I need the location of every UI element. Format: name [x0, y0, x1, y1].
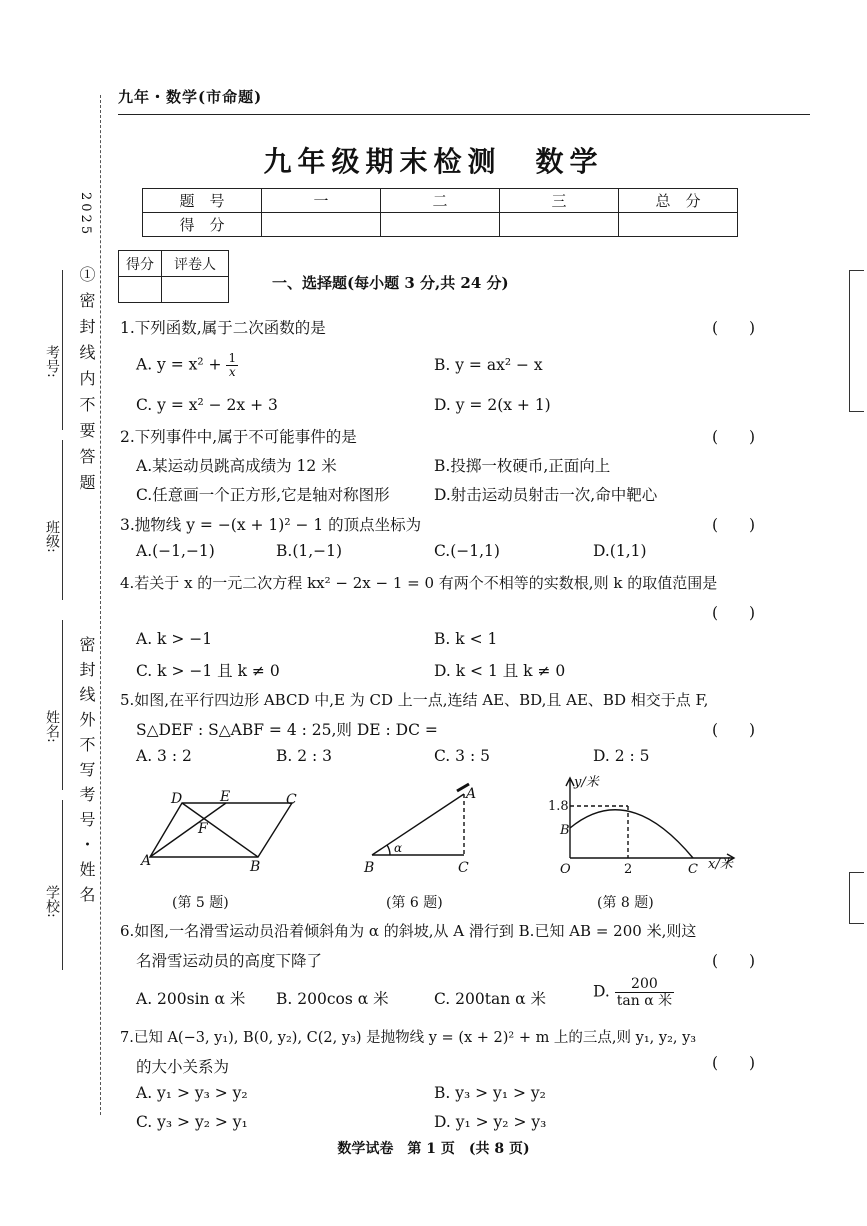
q5-option-b[interactable]: B. 2 : 3 [276, 747, 333, 765]
fig8-tick-1-8: 1.8 [548, 799, 569, 814]
answer-paren-1[interactable]: ( ) [712, 319, 756, 337]
fig5-label-d: D [171, 791, 183, 807]
answer-paren-7[interactable]: ( ) [712, 1054, 756, 1072]
answer-paren-4[interactable]: ( ) [712, 604, 756, 622]
fig5-label-e: E [220, 789, 231, 805]
fig5-label-f: F [198, 821, 208, 837]
score-row-label: 得 分 [143, 213, 262, 237]
question-5-stem-line2: S△DEF : S△ABF = 4 : 25,则 DE : DC = [136, 721, 438, 739]
seal-notice-outer: 密封线外不写考号・姓名 [77, 636, 96, 911]
score-header-cell: 一 [262, 189, 381, 213]
grader-score-label: 得分 [119, 251, 162, 277]
binding-dashed-line [100, 95, 101, 1115]
fig8-y-axis-label: y/米 [574, 775, 599, 790]
fig6-label-alpha: α [394, 841, 403, 855]
q6-option-d[interactable] [593, 976, 674, 1009]
q4-option-c[interactable]: C. k > −1 且 k ≠ 0 [136, 662, 280, 680]
score-header-cell: 二 [381, 189, 500, 213]
question-1-stem: 1.下列函数,属于二次函数的是 [120, 319, 326, 337]
q5-option-d[interactable]: D. 2 : 5 [593, 747, 650, 765]
q2-option-d[interactable]: D.射击运动员射击一次,命中靶心 [434, 486, 658, 504]
figure-6-caption: (第 6 题) [386, 895, 443, 911]
fraction-numerator: 1 [228, 351, 237, 365]
q2-option-a[interactable]: A.某运动员跳高成绩为 12 米 [136, 457, 337, 475]
q6-option-a[interactable]: A. 200sin α 米 [136, 990, 246, 1008]
fig5-label-a: A [141, 853, 152, 869]
q4-option-b[interactable]: B. k < 1 [434, 630, 498, 648]
fig5-label-b: B [250, 859, 261, 875]
side-year: 2025 [78, 192, 93, 238]
question-4-stem: 4.若关于 x 的一元二次方程 kx² − 2x − 1 = 0 有两个不相等的实数根,则 k 的取值范围是 [120, 574, 718, 592]
q1-option-a[interactable] [136, 352, 238, 379]
fig8-label-b: B [560, 823, 570, 838]
q3-option-d[interactable]: D.(1,1) [593, 542, 647, 560]
fig8-tick-2: 2 [624, 862, 633, 877]
score-input-cell[interactable] [500, 213, 619, 237]
q7-option-b[interactable]: B. y₃ > y₁ > y₂ [434, 1084, 546, 1102]
fig6-label-b: B [364, 860, 375, 876]
page-footer: 数学试卷 第 1 页 (共 8 页) [337, 1141, 530, 1157]
question-6-stem-line2: 名滑雪运动员的高度下降了 [136, 952, 323, 970]
grader-score-cell[interactable] [119, 277, 162, 303]
grader-table [118, 250, 229, 303]
score-input-cell[interactable] [619, 213, 738, 237]
q2-option-b[interactable]: B.投掷一枚硬币,正面向上 [434, 457, 611, 475]
q4-option-a[interactable]: A. k > −1 [136, 630, 213, 648]
answer-paren-2[interactable]: ( ) [712, 428, 756, 446]
q1-option-d[interactable]: D. y = 2(x + 1) [434, 396, 551, 414]
question-2-stem: 2.下列事件中,属于不可能事件的是 [120, 428, 357, 446]
school-field[interactable] [62, 800, 63, 970]
grader-name-cell[interactable] [162, 277, 229, 303]
header-rule [118, 114, 810, 115]
q3-option-b[interactable]: B.(1,−1) [276, 542, 343, 560]
q6-option-c[interactable]: C. 200tan α 米 [434, 990, 547, 1008]
paper-header: 九年・数学(市命题) [118, 88, 263, 106]
fig8-label-c: C [688, 862, 698, 877]
q6-option-d-fraction [615, 976, 674, 1009]
seal-notice-inner: ①密封线内不要答题 [77, 266, 96, 500]
class-field[interactable] [62, 440, 63, 600]
q3-option-a[interactable]: A.(−1,−1) [136, 542, 215, 560]
q1-option-b[interactable]: B. y = ax² − x [434, 356, 543, 374]
question-6-stem: 6.如图,一名滑雪运动员沿着倾斜角为 α 的斜坡,从 A 滑行到 B.已知 AB = 200 米,则这 [120, 922, 697, 940]
grader-name-label: 评卷人 [162, 251, 229, 277]
q1-option-a-text: A. y = x² + [136, 355, 227, 374]
page-title: 九年级期末检测 数学 [263, 145, 604, 178]
figure-8-caption: (第 8 题) [597, 895, 654, 911]
answer-paren-5[interactable]: ( ) [712, 721, 756, 739]
fraction-denominator: x [228, 365, 236, 379]
fig6-label-c: C [458, 860, 469, 876]
q3-option-c[interactable]: C.(−1,1) [434, 542, 500, 560]
score-header-cell: 题 号 [143, 189, 262, 213]
answer-paren-3[interactable]: ( ) [712, 516, 756, 534]
fraction-numerator: 200 [615, 976, 674, 993]
name-field[interactable] [62, 620, 63, 790]
question-7-stem-line2: 的大小关系为 [136, 1058, 230, 1076]
figure-6-slope [360, 780, 490, 880]
fig8-x-axis-label: x/米 [708, 857, 733, 872]
figure-5-parallelogram [140, 785, 310, 880]
q2-option-c[interactable]: C.任意画一个正方形,它是轴对称图形 [136, 486, 390, 504]
answer-paren-6[interactable]: ( ) [712, 952, 756, 970]
q7-option-c[interactable]: C. y₃ > y₂ > y₁ [136, 1113, 248, 1131]
school-label: 学校: [44, 885, 60, 918]
score-header-cell: 三 [500, 189, 619, 213]
q7-option-a[interactable]: A. y₁ > y₃ > y₂ [136, 1084, 248, 1102]
q6-option-b[interactable]: B. 200cos α 米 [276, 990, 389, 1008]
adjacent-page-edge [815, 100, 867, 1120]
class-label: 班级: [44, 520, 60, 553]
q1-option-a-fraction [226, 352, 238, 379]
fig8-label-o: O [560, 862, 571, 877]
question-3-stem: 3.抛物线 y = −(x + 1)² − 1 的顶点坐标为 [120, 516, 422, 534]
q6-option-d-prefix: D. [593, 982, 610, 1001]
fig5-label-c: C [286, 792, 297, 808]
figure-8-parabola [548, 772, 743, 882]
fraction-denominator: tan α 米 [616, 993, 673, 1009]
score-table [142, 188, 738, 237]
exam-number-label: 考号: [44, 345, 60, 378]
section-heading: 一、选择题(每小题 3 分,共 24 分) [272, 274, 509, 292]
exam-number-field[interactable] [62, 270, 63, 430]
question-7-stem: 7.已知 A(−3, y₁), B(0, y₂), C(2, y₃) 是抛物线 y = (x + 2)² + m 上的三点,则 y₁, y₂, y₃ [120, 1030, 697, 1046]
name-label: 姓名: [44, 710, 60, 743]
score-input-cell[interactable] [262, 213, 381, 237]
question-5-stem: 5.如图,在平行四边形 ABCD 中,E 为 CD 上一点,连结 AE、BD,且 AE、BD 相交于点 F, [120, 691, 709, 709]
q5-option-a[interactable]: A. 3 : 2 [136, 747, 192, 765]
score-header-cell: 总 分 [619, 189, 738, 213]
fig6-label-a: A [466, 786, 477, 802]
q7-option-d[interactable]: D. y₁ > y₂ > y₃ [434, 1113, 547, 1131]
q4-option-d[interactable]: D. k < 1 且 k ≠ 0 [434, 662, 566, 680]
q1-option-c[interactable]: C. y = x² − 2x + 3 [136, 396, 278, 414]
figure-5-caption: (第 5 题) [172, 895, 229, 911]
score-input-cell[interactable] [381, 213, 500, 237]
q5-option-c[interactable]: C. 3 : 5 [434, 747, 490, 765]
